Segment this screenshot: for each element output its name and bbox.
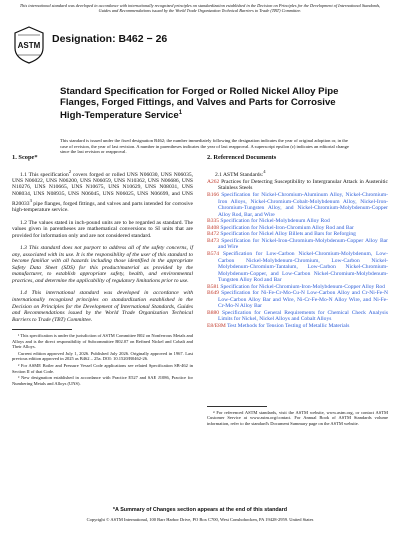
title-footnote-marker: 1 bbox=[178, 110, 183, 116]
ref-code-link[interactable]: B574 bbox=[207, 250, 220, 257]
astm-logo bbox=[14, 26, 44, 64]
ref-b166: B166 Specification for Nickel-Chromium-Aluminum Alloy, Nickel-Chromium-Iron Alloys, Nickel-Chromium-Cobalt-Molybdenum Alloy, Nickel-Iron-Chromium-Tungsten Alloy, and Nickel-Chromium-Molybdenum-Copper Alloy Rod, Bar, and Wire bbox=[207, 192, 388, 218]
designation: Designation: B462 − 26 bbox=[52, 33, 168, 45]
ref-b649: B649 Specification for Ni-Fe-Cr-Mo-Cu-N Low-Carbon Alloy and Cr-Ni-Fe-N Low-Carbon Alloy Bar and Wire, Ni-Cr-Fe-Mo-N Alloy Wire, and Ni-Fe-Cr-Mo-N Alloy Bar bbox=[207, 290, 388, 310]
scope-paragraph-1-2: 1.2 The values stated in inch-pound units are to be regarded as standard. The values given in parentheses are mathematical conversions to SI units that are provided for information only and are not considered standard. bbox=[12, 219, 193, 239]
referenced-documents-heading: 2. Referenced Documents bbox=[207, 154, 277, 161]
scope-paragraph-1-1: 1.1 This specification$^2$ covers forged or rolled UNS N06030, UNS N06035, UNS N06022, UNS N06200, UNS N06059, UNS N10362, UNS N06686, UNS N10276, UNS N10665, UNS N10675, UNS N10629, UNS N08031, UNS N08034, UNS N08935, UNS N06045, UNS N06025, UNS N06699, and UNS R20033$^3$ pipe flanges, forged fittings, and valves and parts intended for corrosive high-temperature service. bbox=[12, 168, 194, 213]
scope-heading: 1. Scope* bbox=[12, 154, 38, 161]
ref-e8: E8/E8M Test Methods for Tension Testing of Metallic Materials bbox=[207, 322, 350, 329]
ref-code-link[interactable]: B473 bbox=[207, 237, 220, 244]
footnote-1: ¹ This specification is under the jurisdiction of ASTM Committee B02 on Nonferrous Metals and Alloys and is the direct responsibility of Subcommittee B02.07 on Refined Nickel and Cobalt and Their Alloys. bbox=[12, 333, 193, 350]
ref-code-link[interactable]: B408 bbox=[207, 224, 220, 231]
ref-code-link[interactable]: B880 bbox=[207, 309, 220, 316]
issued-note: This standard is issued under the fixed designation B462; the number immediately following the designation indicates the year of original adoption or, in the case of revision, the year of last revision. A number in parentheses indicates the year of last reapproval. A superscript epsilon (ε) indicates an editorial change since the last revision or reapproval. bbox=[60, 138, 349, 155]
document-title bbox=[60, 86, 350, 121]
ref-code-link[interactable]: B335 bbox=[207, 218, 220, 225]
ref-b473: B473 Specification for Nickel-Iron-Chromium-Molybdenum-Copper Alloy Bar and Wire bbox=[207, 237, 388, 251]
scope-paragraph-1-3: 1.3 This standard does not purport to address all of the safety concerns, if any, associated with its use. It is the responsibility of the user of this standard to become familiar with all hazards including those identified in the appropriate Safety Data Sheet (SDS) for this product/material as provided by the manufacturer, to establish appropriate safety, health, and environmental practices, and determine the applicability of regulatory limitations prior to use. bbox=[12, 245, 193, 284]
astm-standards-intro: 2.1 ASTM Standards:$^4$ bbox=[215, 168, 266, 178]
ref-code-link[interactable]: B166 bbox=[207, 192, 220, 199]
footnote-divider bbox=[207, 406, 267, 407]
ref-code-link[interactable]: A262 bbox=[207, 178, 220, 185]
referenced-standards-list bbox=[207, 179, 388, 330]
ref-code-link[interactable]: B472 bbox=[207, 231, 220, 238]
column-spacer bbox=[207, 330, 388, 406]
ref-a262: A262 Practices for Detecting Susceptibility to Intergranular Attack in Austenitic Stainless Steels bbox=[207, 178, 388, 192]
title-text: Standard Specification for Forged or Rolled Nickel Alloy Pipe Flanges, Forged Fittings, and Valves and Parts for Corrosive High-Temperature Service bbox=[60, 86, 339, 122]
ref-b472: B472 Specification for Nickel Alloy Billets and Bars for Reforging bbox=[207, 231, 356, 238]
footnote-1-edition: Current edition approved July 1, 2026. Published July 2026. Originally approved in 1967. Last previous edition approved in 2025 as B462 – 25a. DOI: 10.1520/B0462-26. bbox=[12, 350, 193, 362]
ref-code-link[interactable]: E8/E8M bbox=[207, 322, 226, 329]
svg-text:ASTM: ASTM bbox=[17, 41, 41, 50]
top-note: This international standard was developed in accordance with internationally recognized principles on standardization established in the Decision on Principles for the Development of International Standards, Guides and Recommendations issued by the World Trade Organization Technical Barriers to Trade (TBT) Committee. bbox=[19, 3, 381, 14]
copyright-address: Copyright © ASTM International, 100 Barr Harbor Drive, PO Box C700, West Conshohocken, PA 19428-2959. United States bbox=[86, 517, 314, 522]
ref-code-link[interactable]: B649 bbox=[207, 290, 220, 297]
scope-paragraph-1-4: 1.4 This international standard was developed in accordance with internationally recognized principles on standardization established in the Decision on Principles for the Development of International Standards, Guides and Recommendations issued by the World Trade Organization Technical Barriers to Trade (TBT) Committee. bbox=[12, 290, 193, 323]
right-column bbox=[207, 155, 388, 427]
summary-of-changes-banner: *A Summary of Changes section appears at the end of this standard bbox=[112, 507, 288, 513]
ref-b335: B335 Specification for Nickel-Molybdenum Alloy Rod bbox=[207, 218, 330, 225]
left-column bbox=[12, 155, 193, 387]
ref-b581: B581 Specification for Nickel-Chromium-Iron-Molybdenum-Copper Alloy Rod bbox=[207, 283, 385, 290]
ref-b880: B880 Specification for General Requirements for Chemical Check Analysis Limits for Nickel, Nickel Alloys and Cobalt Alloys bbox=[207, 309, 388, 323]
footnote-4: ⁴ For referenced ASTM standards, visit the ASTM website, www.astm.org, or contact ASTM Customer Service at www.astm.org/contact. For Annual Book of ASTM Standards volume information, refer to the standard's Document Summary page on the ASTM website. bbox=[207, 409, 388, 426]
footnote-3: ³ New designation established in accordance with Practice E527 and SAE J1086, Practice for Numbering Metals and Alloys (UNS). bbox=[12, 375, 193, 386]
footnote-divider bbox=[12, 329, 72, 330]
ref-b574: B574 Specification for Low-Carbon Nickel-Chromium-Molybdenum, Low-Carbon Nickel-Molybdenum-Chromium, Low-Carbon Nickel-Molybdenum-Chromium-Tantalum, Low-Carbon Nickel-Chromium-Molybdenum-Copper, and Low-Carbon Nickel-Chromium-Molybdenum-Tungsten Alloy Rod and Bar bbox=[207, 250, 388, 284]
ref-code-link[interactable]: B581 bbox=[207, 283, 220, 290]
footnote-2: ² For ASME Boiler and Pressure Vessel Code applications see related Specification SB-462 in Section II of that Code. bbox=[12, 363, 193, 374]
ref-b408: B408 Specification for Nickel-Iron-Chromium Alloy Rod and Bar bbox=[207, 224, 354, 231]
